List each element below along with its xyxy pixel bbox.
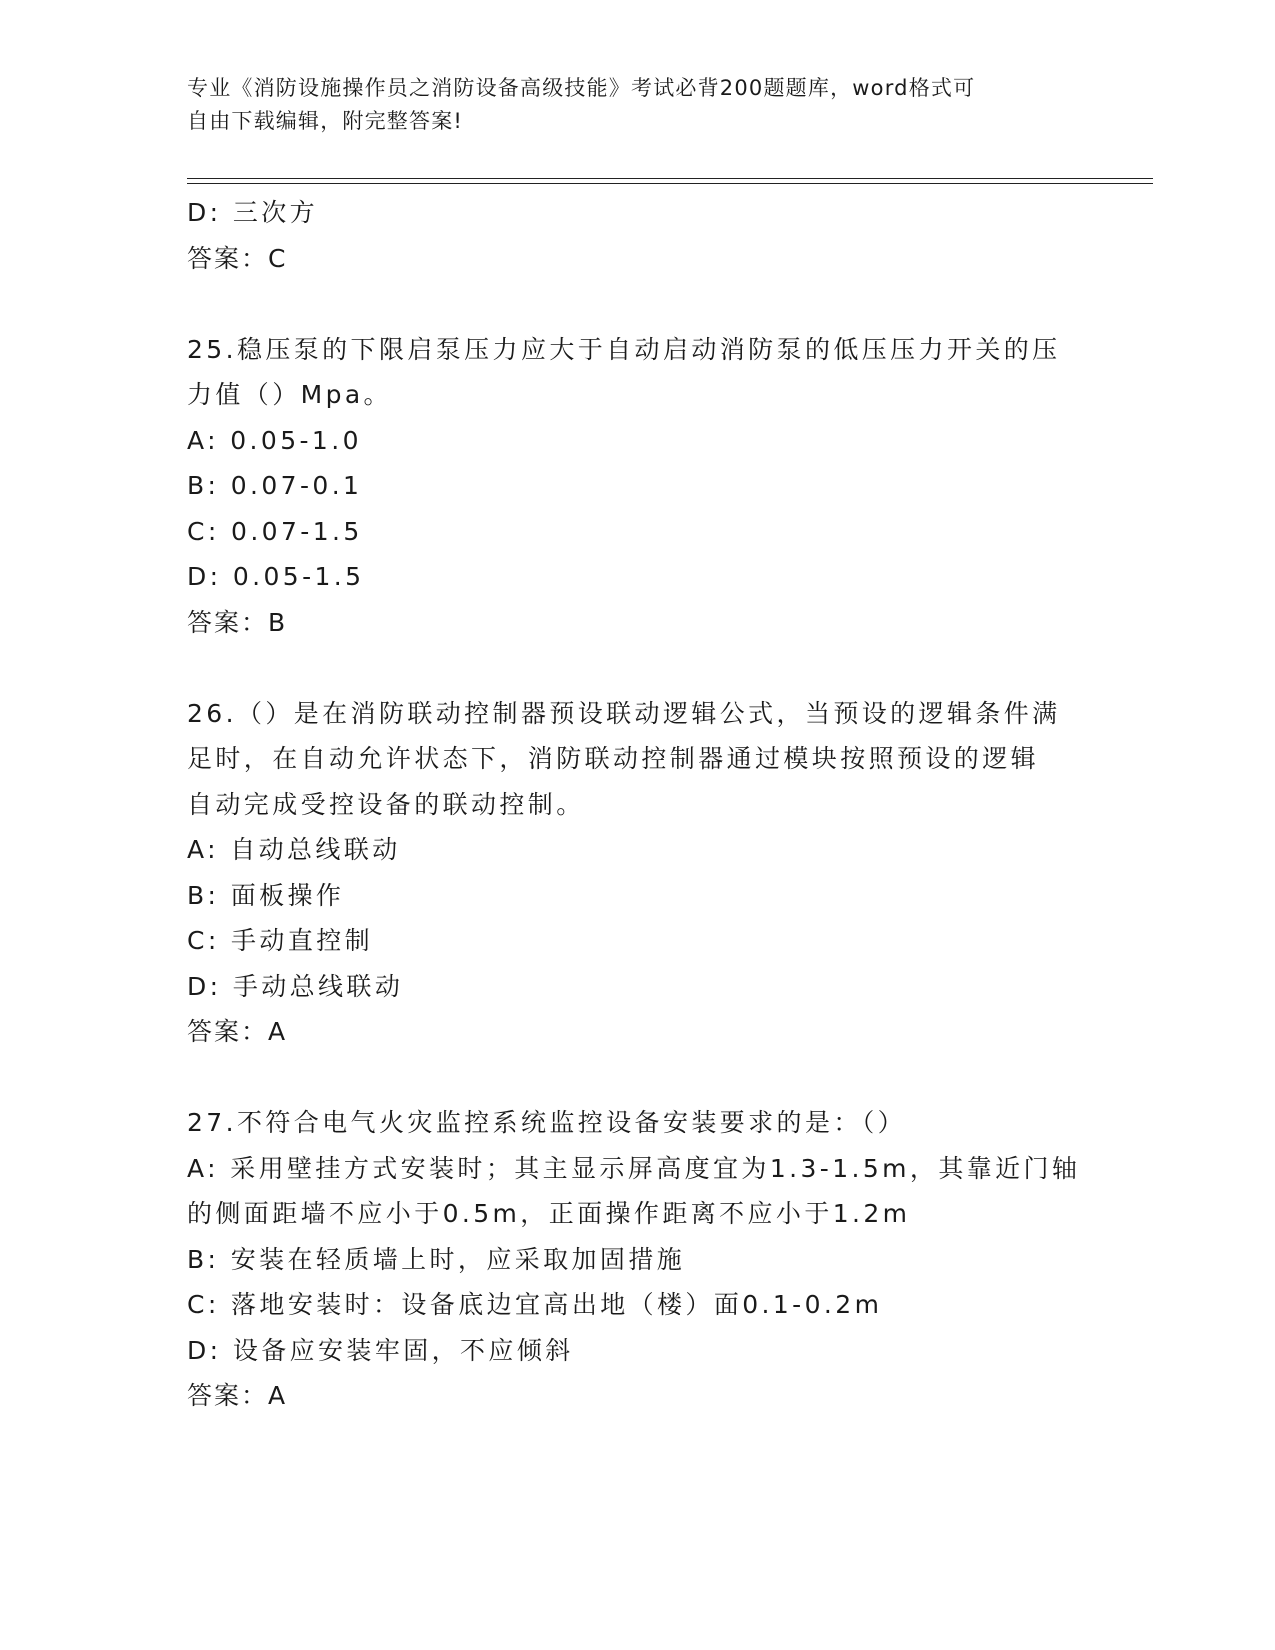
question-27-option-b: B: 安装在轻质墙上时，应采取加固措施 (187, 1244, 686, 1274)
prev-answer: 答案：C (187, 243, 288, 273)
question-25-option-a: A: 0.05-1.0 (187, 425, 362, 455)
question-26-stem-line-2: 足时，在自动允许状态下，消防联动控制器通过模块按照预设的逻辑 (187, 744, 1040, 773)
question-26-option-a: A: 自动总线联动 (187, 835, 401, 864)
question-26-option-d: D: 手动总线联动 (187, 971, 404, 1001)
header-line-1: 专业《消防设施操作员之消防设备高级技能》考试必背200题题库，word格式可 (187, 76, 976, 100)
question-27-answer: 答案：A (187, 1381, 288, 1410)
document-body (187, 190, 1087, 1419)
question-27 (187, 1100, 1087, 1419)
spacer (187, 645, 1087, 691)
question-25-stem-line-1: 25.稳压泵的下限启泵压力应大于自动启动消防泵的低压压力开关的压 (187, 334, 1061, 364)
question-25-option-d: D: 0.05-1.5 (187, 562, 365, 591)
spacer (187, 281, 1087, 327)
question-25 (187, 327, 1087, 646)
header-rule-top (187, 178, 1153, 179)
question-27-option-d: D: 设备应安装牢固，不应倾斜 (187, 1335, 574, 1365)
header-rule-bottom (187, 183, 1153, 184)
document-header (187, 72, 1067, 138)
question-25-option-c: C: 0.07-1.5 (187, 516, 363, 546)
question-26-option-b: B: 面板操作 (187, 880, 345, 910)
question-27-option-a-line-2: 的侧面距墙不应小于0.5m，正面操作距离不应小于1.2m (187, 1199, 911, 1228)
question-26 (187, 691, 1087, 1055)
question-26-answer: 答案：A (187, 1017, 288, 1046)
header-line-2: 自由下载编辑，附完整答案! (187, 109, 464, 133)
question-25-option-b: B: 0.07-0.1 (187, 471, 363, 500)
prev-option-d: D: 三次方 (187, 198, 319, 227)
spacer (187, 1055, 1087, 1101)
question-25-answer: 答案：B (187, 607, 288, 637)
question-27-option-c: C: 落地安装时：设备底边宜高出地（楼）面0.1-0.2m (187, 1290, 883, 1319)
question-27-stem: 27.不符合电气火灾监控系统监控设备安装要求的是：（） (187, 1108, 907, 1137)
question-26-stem-line-1: 26.（）是在消防联动控制器预设联动逻辑公式，当预设的逻辑条件满 (187, 698, 1061, 728)
question-26-stem-line-3: 自动完成受控设备的联动控制。 (187, 789, 585, 819)
question-27-option-a-line-1: A: 采用壁挂方式安装时；其主显示屏高度宜为1.3-1.5m，其靠近门轴 (187, 1153, 1081, 1183)
question-26-option-c: C: 手动直控制 (187, 926, 374, 955)
question-25-stem-line-2: 力值（）Mpa。 (187, 380, 392, 409)
